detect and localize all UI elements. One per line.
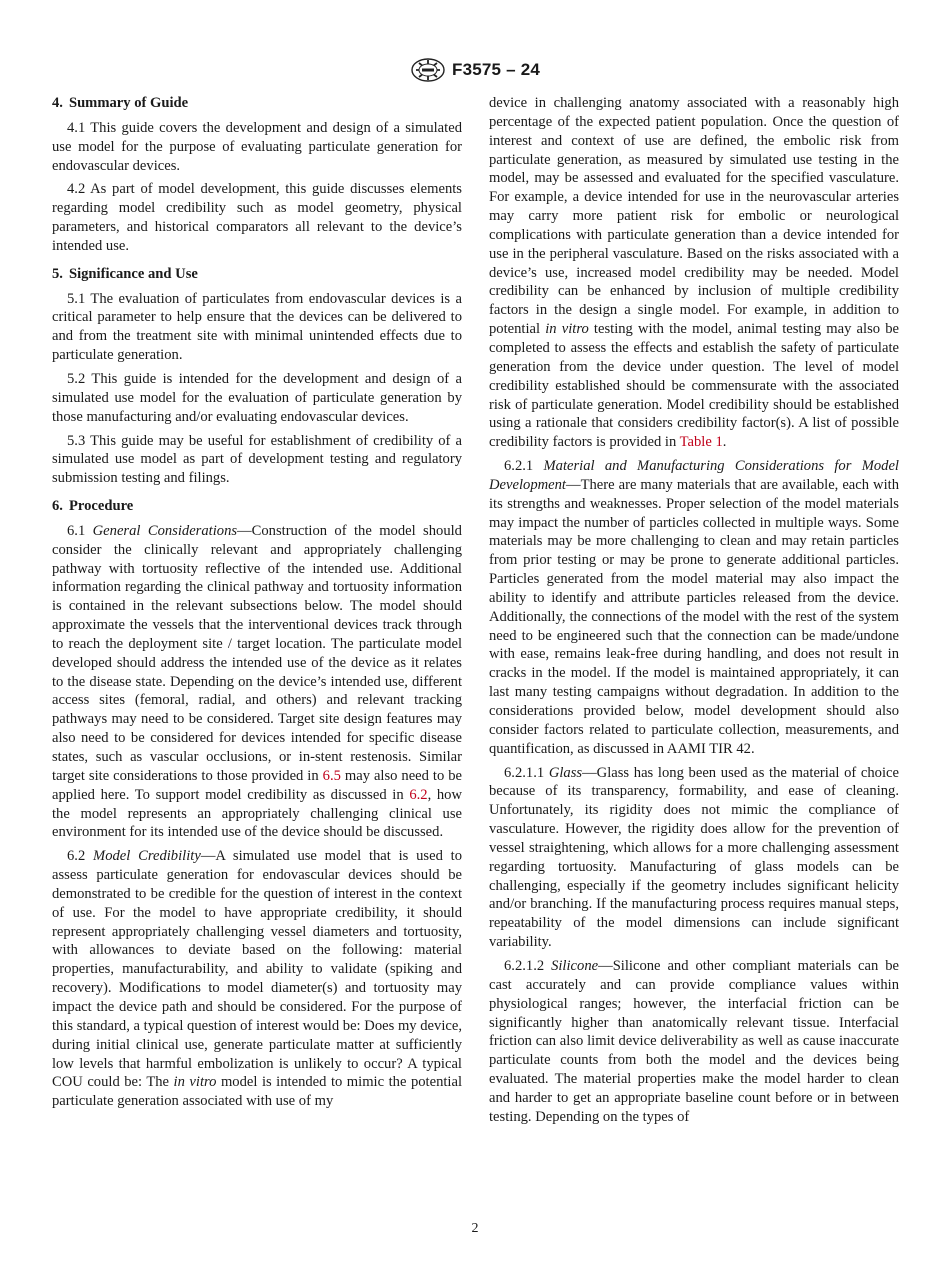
paragraph-6-2 <box>52 847 462 1111</box>
table-1-link[interactable]: Table 1 <box>679 434 723 451</box>
section-title: Significance and Use <box>68 265 198 282</box>
italic-term: in vitro <box>173 1074 217 1091</box>
paragraph-text: device in challenging anatomy associated with a reasonably high percentage of the expected patient population. Once the question of interest and context of use are defined, the embolic risk from particulate generation, as measured by simulated use testing in the model, may be assessed and evaluated for the specified vasculature. For example, a device intended for use in the neurovascular arteries may carry more patient risk for embolic or neurological complications with particulate generation than a device intended for use in the peripheral vasculature. Based on the risks associated with a device’s use, increased model credibility may be needed. Model credibility can be enhanced by inclusion of multiple credibility factors in the design a single model. For example, in addition to potential <box>489 95 899 338</box>
paragraph-number: 6.2.1.2 <box>504 957 545 974</box>
paragraph-6-2-1 <box>489 457 899 759</box>
standard-designation: F3575 – 24 <box>451 60 540 79</box>
paragraph-number: 6.1 <box>67 522 86 539</box>
section-title: Procedure <box>68 498 134 515</box>
paragraph-4-2: 4.2 As part of model development, this guide discusses elements regarding model credibility such as model geometry, physical parameters, and historical comparators all relevant to the device’s intended use. <box>52 181 462 254</box>
page-number: 2 <box>471 1221 479 1236</box>
section-6-heading <box>52 497 462 516</box>
left-column <box>52 94 462 1116</box>
section-number: 5. <box>52 265 63 282</box>
paragraph-6-1 <box>52 522 462 842</box>
paragraph-text: —There are many materials that are available, each with its strengths and weaknesses. Proper selection of the model materials may impact the number of particles collected in multiple ways. Some materials may be more challenging to clean and may retain particles from prior testing or may be prone to generate additional particles. Particles generated from the model material may also impact the ability to identify and attribute particles released from the device. Additionally, the connections of the model with the rest of the system need to be engineered such that the connection can be made/undone with ease, remains leak-free during handling, and does not result in cracks in the model. If the model is maintained appropriately, it can last many testing campaigns without degradation. In addition to the considerations provided below, model development should also consider factors related to particulate collection, measurements, and quantification, as discussed in AAMI TIR 42. <box>489 476 899 757</box>
paragraph-text: . <box>722 434 727 451</box>
section-number: 4. <box>52 95 63 111</box>
paragraph-5-1: 5.1 The evaluation of particulates from endovascular devices is a critical parameter to help ensure that the devices can be delivered to and from the treatment site with minimal unintended effects due to particulate generation. <box>52 290 462 364</box>
right-column <box>489 94 899 1132</box>
paragraph-text: may also need to be applied here. To support model credibility as discussed in <box>52 767 463 803</box>
paragraph-text: —Glass has long been used as the material of choice because of its transparency, formability, and ease of cleaning. Unfortunately, its rigidity does not mimic the compliance of vasculature. However, the rigidity does allow for the prevention of vessel straightening, which allows for a more challenging assessment regarding tortuosity. Manufacturing of glass models can be challenging, especially if the geometry includes significant helicity and/or branching. If the manufacturing process requires manual steps, repeatability of the model dimensions can include significant variability. <box>489 764 899 951</box>
paragraph-text: —Construction of the model should consider the clinically relevant and appropriately challenging pathway with tortuosity reflective of the intended use. Additional information regarding the clinical pathway and tortuosity information is contained in the relevant subsections below. The model should approximate the vessels that the interventional devices track through to reach the deployment site / target location. The particulate model developed should address the intended use of the device as it relates to the disease state. Depending on the device’s intended use, different access sites (femoral, radial, and others) and relevant tracking pathways may need to be considered. Target site design features may also need to be considered for devices intended for specific disease states, such as vascular occlusions, or in-stent restenosis. Similar target site considerations to those provided in <box>52 522 462 784</box>
paragraph-4-1: 4.1 This guide covers the development and design of a simulated use model for the purpose of evaluating particulate generation for endovascular devices. <box>52 119 462 174</box>
section-5-heading <box>52 265 462 284</box>
paragraph-text: —Silicone and other compliant materials can be cast accurately and can provide compliance values within physiological ranges; however, the interfacial friction can be significantly higher than anatomically relevant tissue. Interfacial friction can also limit device deliverability as well as cause inaccurate particulate counts from both the model and the devices being evaluated. The material properties make the model harder to clean and harder to get an appropriate baseline count before or in between testing. Depending on the types of <box>489 957 899 1125</box>
paragraph-text: testing with the model, animal testing may also be completed to assess the effects and establish the safety of particulate generation from the device under question. The level of model credibility established should be commensurate with the associated risk of particulate generation. Model credibility should be established using a rationale that considers credibility factor(s). A list of possible credibility factors is provided in <box>489 321 899 451</box>
paragraph-heading: Glass <box>548 764 583 781</box>
italic-term: in vitro <box>545 321 589 338</box>
paragraph-text: , how the model represents an appropriately challenging clinical use environment for its intended use of the device should be discussed. <box>52 786 463 841</box>
paragraph-5-2: 5.2 This guide is intended for the development and design of a simulated use model for the evaluation of particulate generation by those manufacturing and/or evaluating endovascular devices. <box>52 370 462 425</box>
paragraph-6-2-continued <box>489 94 899 452</box>
section-6-5-link[interactable]: 6.5 <box>322 767 341 784</box>
paragraph-text: model is intended to mimic the potential particulate generation associated with use of my <box>52 1074 463 1110</box>
paragraph-heading: Model Credibility <box>93 848 201 865</box>
paragraph-number: 6.2.1 <box>504 458 534 475</box>
section-4-heading <box>52 94 462 113</box>
paragraph-heading: Material and Manufacturing Considerations for Model Development <box>489 458 899 493</box>
paragraph-heading: Silicone <box>551 957 599 974</box>
section-number: 6. <box>52 498 63 515</box>
paragraph-text: —A simulated use model that is used to assess particulate generation for endovascular devices should be demonstrated to be credible for the question of interest in the context of use. For the model to have appropriate credibility, it should represent appropriately challenging vessel diameters and tortuosity, with allowances to deviate based on the following: material properties, manufacturability, and ability to validate (spiking and recovery). Modifications to model diameter(s) and tortuosity may impact the device path and should be considered. For the purpose of this standard, a typical question of interest would be: Does my device, during initial clinical use, generate particulate matter at sufficiently low levels that harmful embolization is unlikely to occur? A typical COU could be: The <box>52 848 463 1091</box>
paragraph-5-3: 5.3 This guide may be useful for establishment of credibility of a simulated use model as part of development testing and regulatory submission testing and filings. <box>52 432 462 487</box>
paragraph-6-2-1-2 <box>489 957 899 1127</box>
section-title: Summary of Guide <box>68 95 189 111</box>
astm-logo-icon <box>410 58 446 82</box>
paragraph-heading: General Considerations <box>92 522 238 539</box>
paragraph-number: 6.2.1.1 <box>504 764 545 781</box>
paragraph-6-2-1-1 <box>489 764 899 952</box>
section-6-2-link[interactable]: 6.2 <box>409 786 428 803</box>
paragraph-number: 6.2 <box>67 848 86 865</box>
page-header <box>0 58 950 82</box>
